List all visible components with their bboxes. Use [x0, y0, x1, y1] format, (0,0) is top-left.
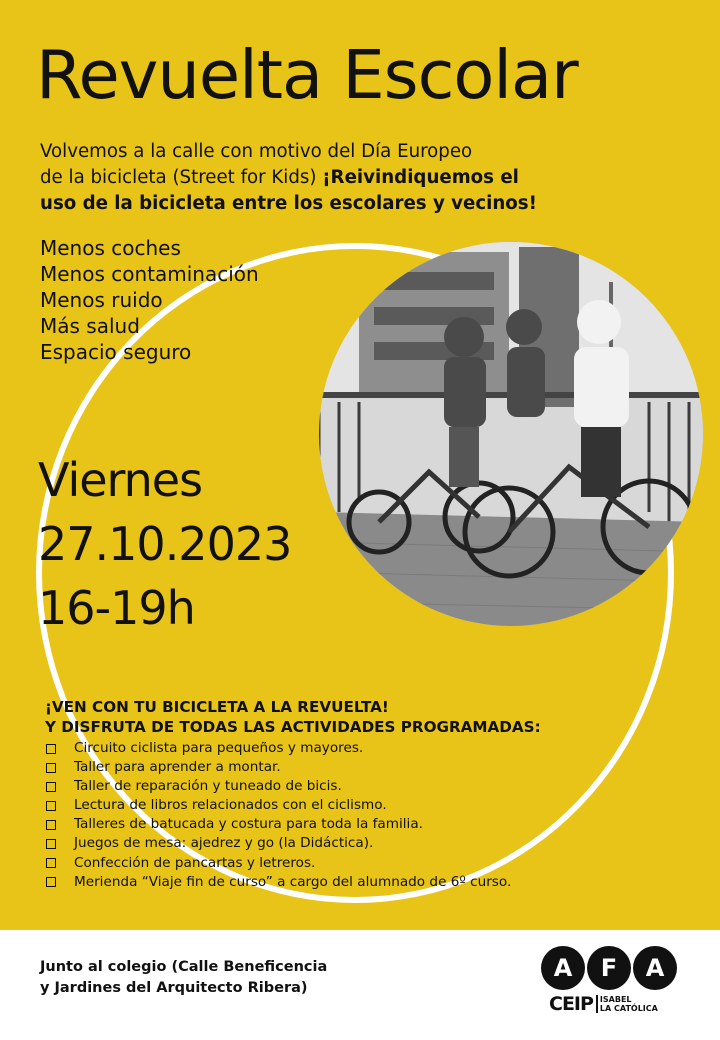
checkbox-icon [46, 782, 56, 792]
event-time: 16-19h [38, 581, 195, 635]
activity-text: Taller de reparación y tuneado de bicis. [74, 778, 342, 795]
event-day: Viernes [38, 453, 203, 507]
school-name [596, 995, 658, 1013]
intro-line-2 [40, 165, 600, 191]
intro-line-3: uso de la bicicleta entre los escolares y vecinos! [40, 193, 537, 214]
afa-letter: A [541, 946, 585, 990]
activity-item [45, 777, 685, 796]
activity-item [45, 758, 685, 777]
afa-logo [541, 946, 681, 1026]
slogan-item: Menos coches [40, 236, 181, 260]
activity-text: Juegos de mesa: ajedrez y go (la Didáctica). [74, 835, 374, 852]
activity-item [45, 815, 685, 834]
activity-item [45, 854, 685, 873]
activity-text: Circuito ciclista para pequeños y mayores. [74, 740, 364, 756]
footer [0, 930, 720, 1040]
activity-item [45, 873, 685, 892]
checkbox-icon [46, 744, 56, 754]
activity-item [45, 796, 685, 815]
event-info [38, 448, 291, 640]
activity-text: Taller para aprender a montar. [74, 759, 281, 776]
slogan-item: Espacio seguro [40, 340, 192, 364]
checkbox-icon [46, 763, 56, 773]
intro-line-1: Volvemos a la calle con motivo del Día Europeo [40, 141, 473, 162]
intro-text [40, 139, 600, 217]
checkbox-icon [46, 820, 56, 830]
activity-text: Confección de pancartas y letreros. [74, 854, 316, 871]
school-name-line-2: LA CATÓLICA [599, 1004, 658, 1013]
photo-illustration [319, 242, 703, 626]
activities-section [45, 697, 685, 892]
checkbox-icon [46, 877, 56, 887]
activities-heading-2: Y DISFRUTA DE TODAS LAS ACTIVIDADES PROGRAMADAS: [45, 718, 541, 736]
activities-heading-1: ¡VEN CON TU BICICLETA A LA REVUELTA! [45, 698, 389, 716]
afa-letter: F [587, 946, 631, 990]
slogan-item: Más salud [40, 314, 140, 338]
location-text [40, 957, 327, 999]
activity-text: Lectura de libros relacionados con el ciclismo. [74, 797, 387, 814]
activity-text: Talleres de batucada y costura para toda la familia. [74, 816, 423, 833]
checkbox-icon [46, 858, 56, 868]
ceip-text: CEIP [549, 993, 593, 1015]
afa-letters [541, 946, 681, 990]
location-line-1: Junto al colegio (Calle Beneficencia [40, 959, 328, 975]
activity-item [45, 739, 685, 758]
location-line-2: y Jardines del Arquitecto Ribera) [40, 980, 308, 996]
checkbox-icon [46, 839, 56, 849]
afa-letter: A [633, 946, 677, 990]
activity-item [45, 834, 685, 853]
checkbox-icon [46, 801, 56, 811]
activities-list [45, 739, 685, 892]
slogan-item: Menos contaminación [40, 262, 259, 286]
intro-line-2-bold: ¡Reivindiquemos el [322, 167, 519, 188]
slogans-list [40, 235, 259, 365]
poster-title: Revuelta Escolar [36, 36, 578, 114]
slogan-item: Menos ruido [40, 288, 163, 312]
ceip-label [549, 994, 681, 1014]
intro-line-2-normal: de la bicicleta (Street for Kids) [40, 167, 323, 188]
school-name-line-1: ISABEL [599, 995, 632, 1004]
children-bikes-photo [319, 242, 703, 626]
activity-text: Merienda “Viaje fin de curso” a cargo del alumnado de 6º curso. [74, 873, 512, 890]
event-date: 27.10.2023 [38, 517, 292, 571]
